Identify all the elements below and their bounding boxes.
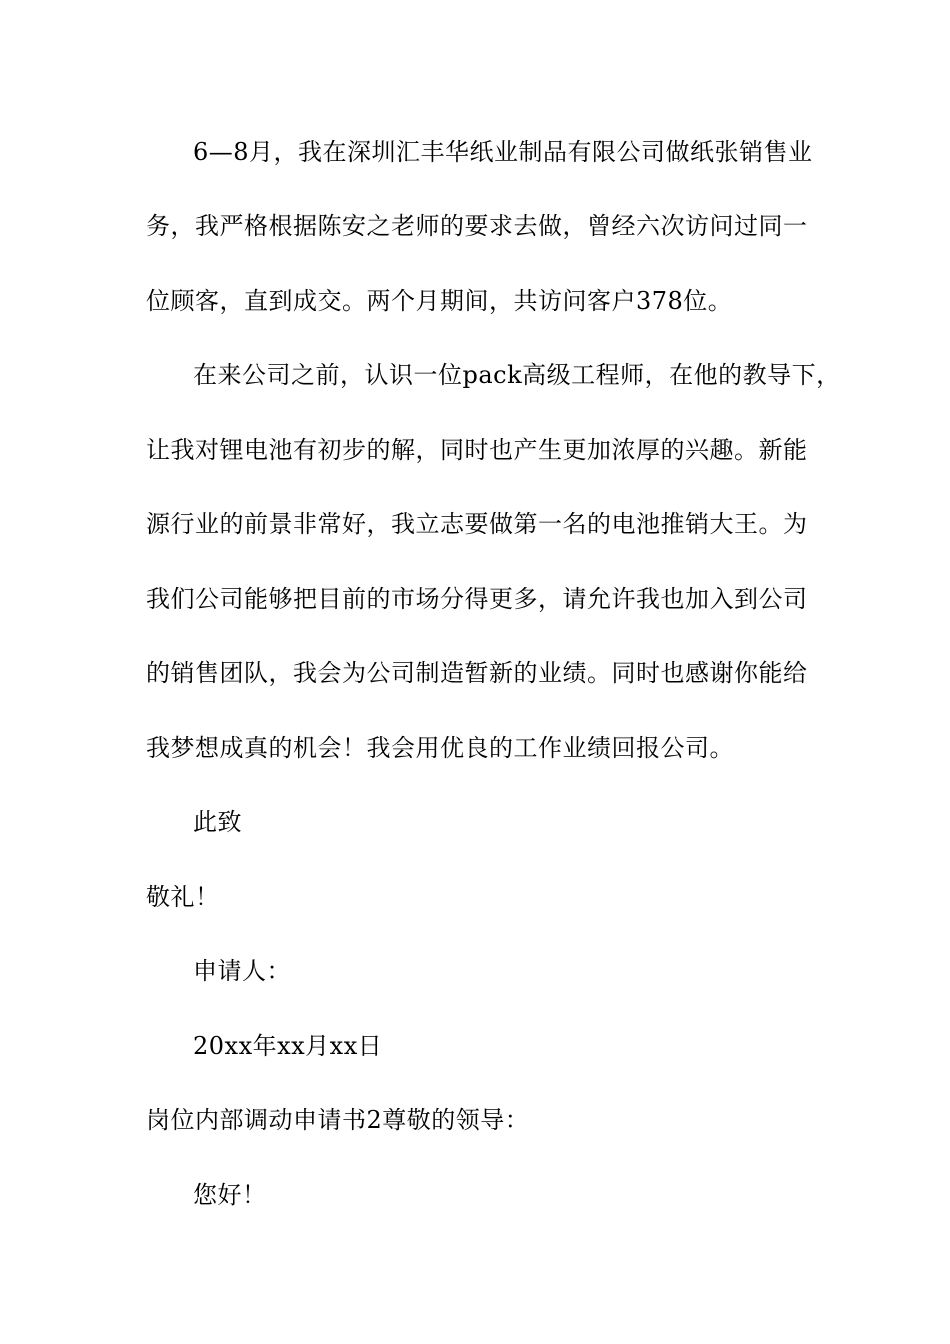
closing-salutation: 此致: [193, 808, 242, 836]
greeting: 您好！: [193, 1181, 267, 1209]
paragraph-line: 我梦想成真的机会！我会用优良的工作业绩回报公司。: [146, 734, 734, 762]
closing-regards: 敬礼！: [146, 883, 220, 911]
paragraph-line: 在来公司之前，认识一位pack高级工程师，在他的教导下，: [193, 361, 841, 389]
paragraph-line: 我们公司能够把目前的市场分得更多，请允许我也加入到公司: [146, 585, 808, 613]
paragraph-line: 的销售团队，我会为公司制造暂新的业绩。同时也感谢你能给: [146, 659, 808, 687]
paragraph-line: 6—8月，我在深圳汇丰华纸业制品有限公司做纸张销售业: [193, 138, 813, 166]
paragraph-line: 让我对锂电池有初步的解，同时也产生更加浓厚的兴趣。新能: [146, 436, 808, 464]
paragraph-line: 务，我严格根据陈安之老师的要求去做，曾经六次访问过同一: [146, 212, 808, 240]
paragraph-line: 源行业的前景非常好，我立志要做第一名的电池推销大王。为: [146, 510, 808, 538]
paragraph-line: 位顾客，直到成交。两个月期间，共访问客户378位。: [146, 287, 733, 315]
section-heading: 岗位内部调动申请书2尊敬的领导：: [146, 1106, 530, 1134]
applicant-label: 申请人：: [193, 957, 291, 985]
date-line: 20xx年xx月xx日: [193, 1032, 383, 1060]
